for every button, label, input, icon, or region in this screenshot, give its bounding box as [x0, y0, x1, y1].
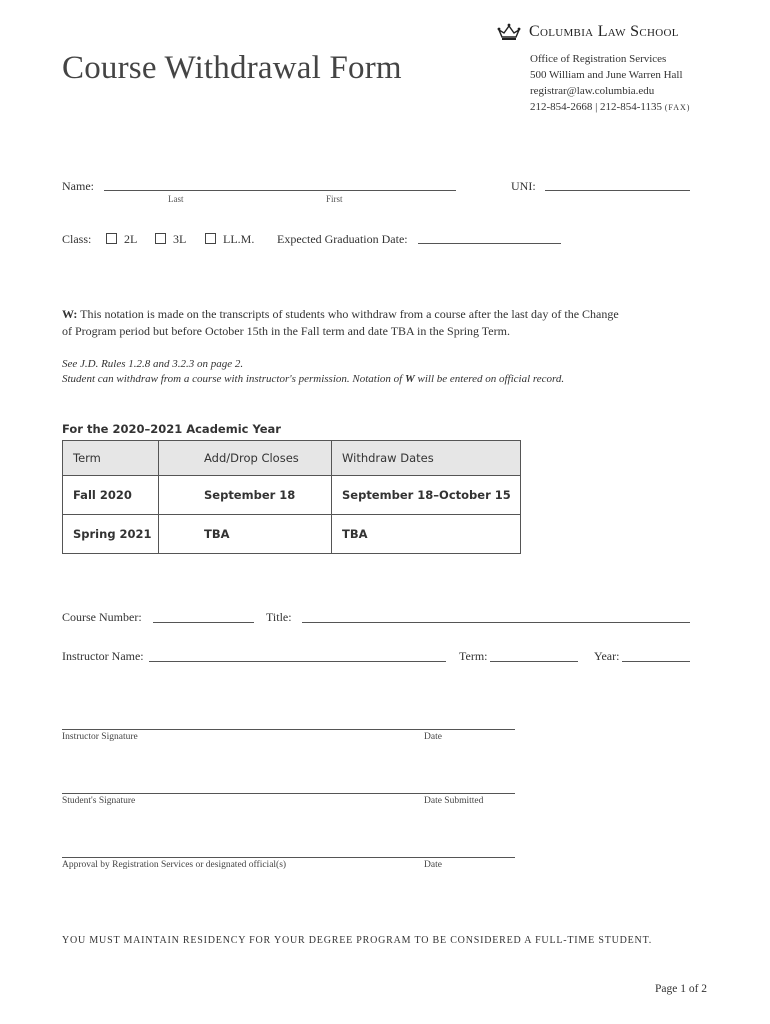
column-header-withdraw: Withdraw Dates [332, 441, 521, 476]
instructor-signature-label: Instructor Signature [62, 732, 138, 742]
w-notation-label: W: [62, 307, 78, 321]
table-cell: TBA [159, 515, 332, 554]
table-cell: TBA [332, 515, 521, 554]
instructor-name-field[interactable] [149, 661, 446, 662]
first-name-caption: First [326, 194, 343, 204]
table-row [63, 515, 521, 554]
class-option-llm[interactable]: LL.M. [205, 232, 254, 247]
residency-notice: YOU MUST MAINTAIN RESIDENCY FOR YOUR DEGREE PROGRAM TO BE CONSIDERED A FULL-TIME STUDENT. [62, 935, 653, 946]
checkbox-2l[interactable] [106, 233, 117, 244]
uni-label: UNI: [511, 179, 536, 193]
rules-reference: See J.D. Rules 1.2.8 and 3.2.3 on page 2. [62, 358, 244, 370]
table-row [63, 476, 521, 515]
name-field[interactable] [104, 190, 456, 191]
office-info [530, 51, 690, 116]
course-title-label: Title: [266, 610, 292, 624]
year-label: Year: [594, 649, 620, 663]
class-option-3l[interactable]: 3L [155, 232, 186, 247]
table-cell: September 18–October 15 [332, 476, 521, 515]
approval-date-label: Date [424, 860, 442, 870]
schedule-table [62, 440, 521, 554]
student-signature-line[interactable] [62, 793, 515, 794]
crown-icon [497, 22, 521, 42]
date-submitted-label: Date Submitted [424, 796, 484, 806]
year-field[interactable] [622, 661, 690, 662]
table-header-row [63, 441, 521, 476]
notice-text: This notation is made on the transcripts of students who withdraw from a course after the last day of the Change of Program period but before October 15th in the Fall term and date TBA in the Spring Term. [62, 307, 619, 338]
graduation-date-field[interactable] [418, 243, 561, 244]
uni-field[interactable] [545, 190, 690, 191]
class-option-2l[interactable]: 2L [106, 232, 137, 247]
term-label: Term: [459, 649, 488, 663]
student-signature-label: Student's Signature [62, 796, 136, 806]
phone-numbers: 212-854-2668 | 212-854-1135 [530, 101, 662, 113]
term-field[interactable] [490, 661, 578, 662]
checkbox-llm[interactable] [205, 233, 216, 244]
name-label: Name: [62, 179, 94, 193]
graduation-date-label: Expected Graduation Date: [277, 232, 408, 246]
instructor-date-label: Date [424, 732, 442, 742]
office-name: Office of Registration Services [530, 53, 667, 65]
permission-note: Student can withdraw from a course with instructor's permission. Notation of W will be entered on official record. [62, 373, 565, 385]
instructor-name-label: Instructor Name: [62, 649, 144, 663]
course-number-label: Course Number: [62, 610, 142, 624]
last-name-caption: Last [168, 194, 184, 204]
withdrawal-notice [62, 306, 622, 339]
instructor-signature-line[interactable] [62, 729, 515, 730]
columbia-law-logo [497, 22, 679, 42]
office-phones [530, 99, 690, 116]
office-email: registrar@law.columbia.edu [530, 85, 655, 97]
approval-signature-label: Approval by Registration Services or designated official(s) [62, 860, 287, 870]
table-cell: Fall 2020 [63, 476, 159, 515]
table-cell: Spring 2021 [63, 515, 159, 554]
course-number-field[interactable] [153, 622, 254, 623]
page-number: Page 1 of 2 [655, 983, 708, 995]
checkbox-3l[interactable] [155, 233, 166, 244]
form-title: Course Withdrawal Form [62, 50, 402, 86]
permission-w: W [404, 373, 415, 385]
office-address: 500 William and June Warren Hall [530, 69, 683, 81]
course-title-field[interactable] [302, 622, 690, 623]
academic-year-heading: For the 2020–2021 Academic Year [62, 422, 281, 436]
fax-label: (FAX) [664, 103, 691, 112]
logo-text: Columbia Law School [529, 23, 679, 40]
table-cell: September 18 [159, 476, 332, 515]
approval-signature-line[interactable] [62, 857, 515, 858]
column-header-add-drop: Add/Drop Closes [159, 441, 332, 476]
class-label: Class: [62, 232, 92, 246]
column-header-term: Term [63, 441, 159, 476]
